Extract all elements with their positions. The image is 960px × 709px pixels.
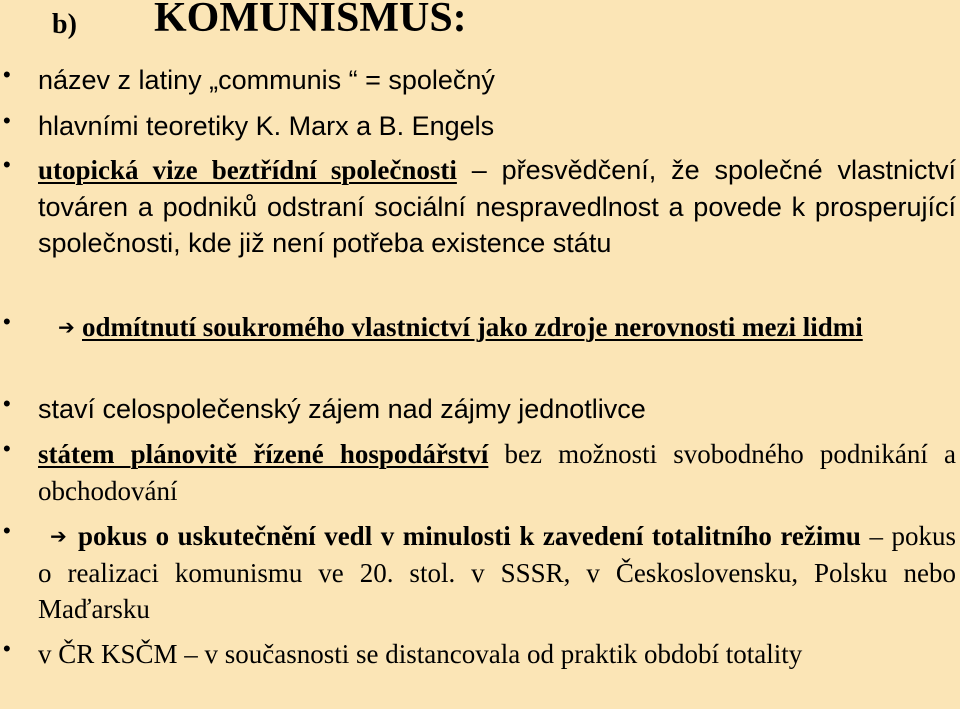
bullet-text (38, 152, 956, 262)
arrow-icon: ➔ (58, 315, 75, 339)
bullet-text (38, 436, 956, 509)
bullet-emphasis: pokus o uskutečnění vedl v minulosti k zavedení totalitního režimu (78, 521, 861, 551)
bullet-icon: • (3, 636, 11, 661)
bullet-text: staví celospolečenský zájem nad zájmy jednotlivce (38, 394, 646, 424)
bullet-icon: • (3, 518, 11, 543)
bullet-description: – přesvědčení, že společné vlastnictví továren a podniků odstraní sociální nespravedlnost a povede k prosperující společnosti, kde již není potřeba existence státu (38, 155, 956, 258)
bullet-text: hlavními teoretiky K. Marx a B. Engels (38, 111, 495, 141)
bullet-icon: • (3, 152, 11, 177)
section-label: b) (52, 9, 77, 40)
bullet-icon: • (3, 108, 11, 133)
bullet-text (38, 518, 956, 628)
bullet-emphasis: odmítnutí soukromého vlastnictví jako zdroje nerovnosti mezi lidmi (82, 312, 863, 342)
bullet-description: bez možnosti svobodného podnikání a obchodování (38, 439, 956, 506)
arrow-icon: ➔ (50, 524, 67, 548)
bullet-text (38, 309, 956, 346)
slide-title: KOMUNISMUS: (154, 0, 467, 41)
key-term: státem plánovitě řízené hospodářství (38, 439, 489, 469)
bullet-description: – pokus o realizaci komunismu ve 20. stol. v SSSR, v Československu, Polsku nebo Maďarsku (38, 521, 956, 624)
bullet-icon: • (3, 436, 11, 461)
bullet-icon: • (3, 62, 11, 87)
bullet-text: v ČR KSČM – v současnosti se distancovala od praktik období totality (38, 639, 803, 669)
bullet-text: název z latiny „communis “ = společný (38, 65, 495, 95)
bullet-icon: • (3, 309, 11, 334)
key-term: utopická vize beztřídní společnosti (38, 155, 457, 185)
bullet-icon: • (3, 391, 11, 416)
